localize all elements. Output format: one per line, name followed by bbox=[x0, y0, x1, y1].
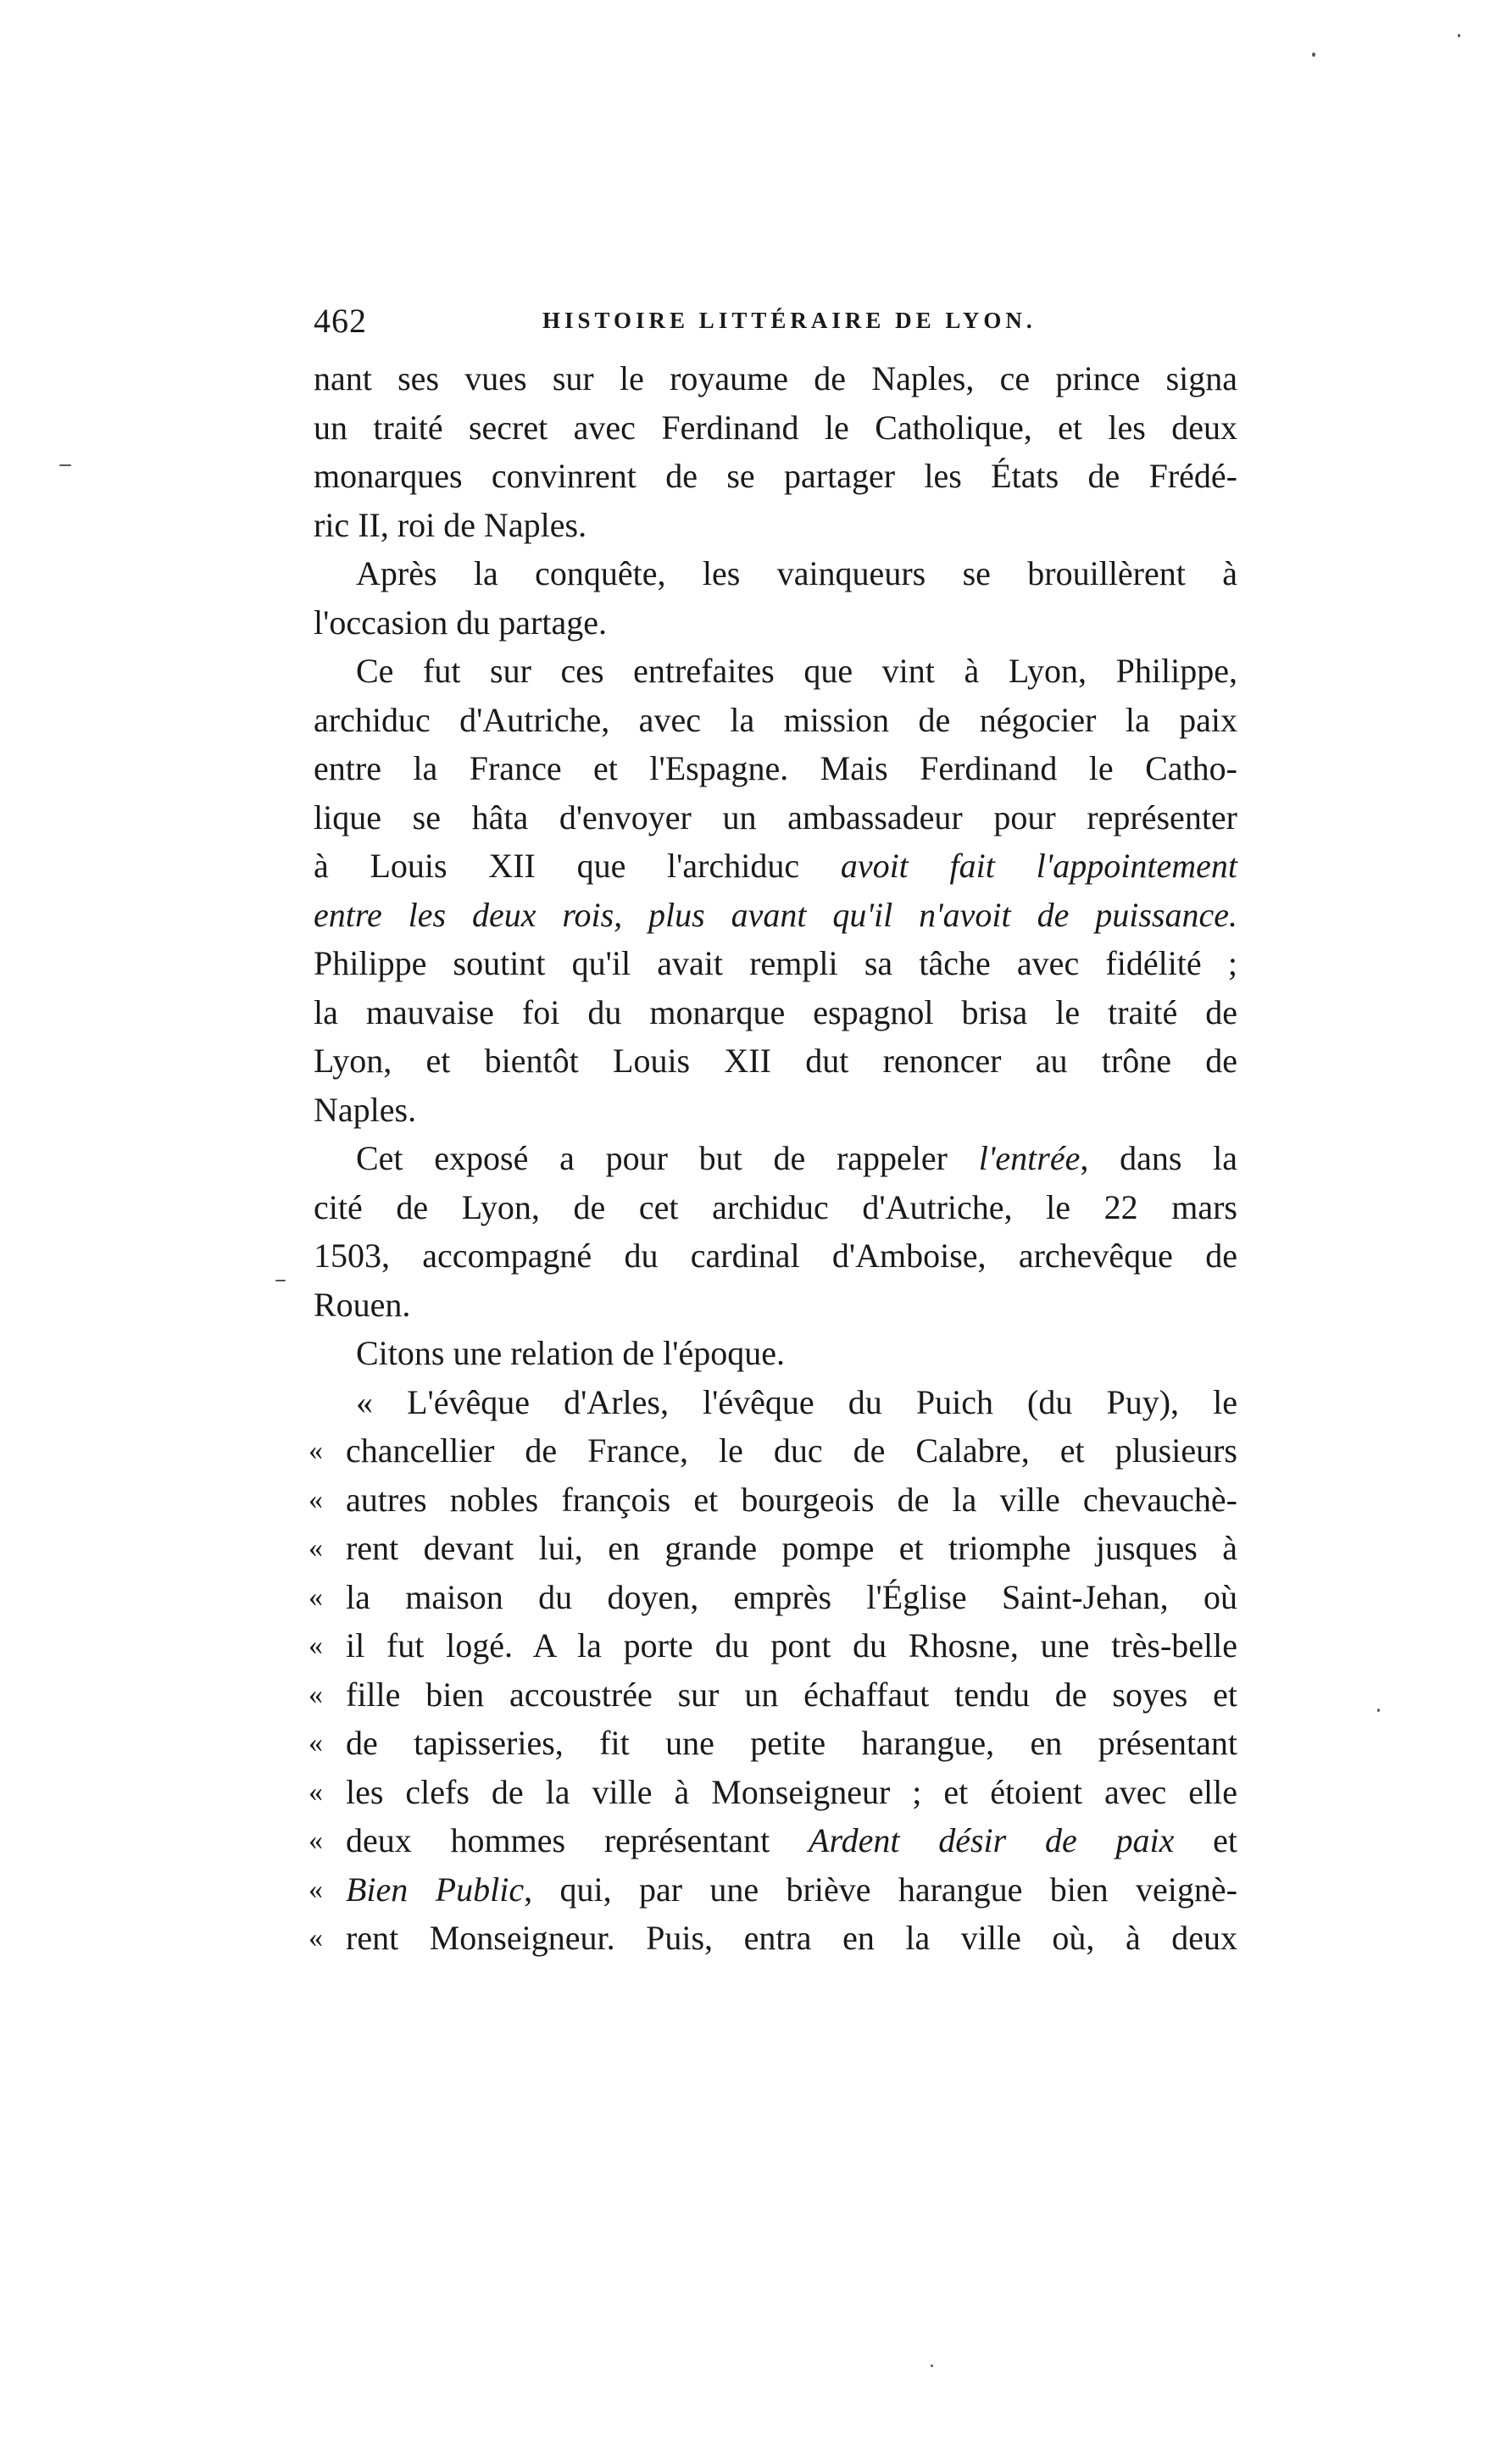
italic-phrase: Bien Public bbox=[346, 1870, 525, 1909]
quote-mark: « bbox=[309, 1776, 323, 1808]
quote-line: « autres nobles françois et bourgeois de la ville chevauchè- bbox=[314, 1476, 1237, 1525]
text-line: un traité secret avec Ferdinand le Catholique, et les deux bbox=[314, 408, 1237, 447]
quote-line: « chancellier de France, le duc de Calabre, et plusieurs bbox=[314, 1426, 1237, 1476]
running-title: HISTOIRE LITTÉRAIRE DE LYON. bbox=[542, 308, 1037, 333]
quote-mark: « bbox=[309, 1873, 323, 1905]
quote-line: « de tapisseries, fit une petite harangue, en présentant bbox=[314, 1719, 1237, 1768]
quote-mark: « bbox=[309, 1678, 323, 1710]
scan-speck bbox=[1377, 1709, 1380, 1712]
scan-speck bbox=[59, 464, 71, 466]
italic-quote: entre les deux rois, plus avant qu'il n'avoit de puissance. bbox=[314, 895, 1237, 934]
quote-line: « fille bien accoustrée sur un échaffaut tendu de soyes et bbox=[314, 1670, 1237, 1720]
page-number: 462 bbox=[314, 302, 367, 340]
text-line: Lyon, et bientôt Louis XII dut renoncer au trône de bbox=[314, 1042, 1237, 1080]
quote-line: « les clefs de la ville à Monseigneur ; et étoient avec elle bbox=[314, 1768, 1237, 1817]
page-header bbox=[314, 301, 1237, 342]
quote-mark: « bbox=[309, 1483, 323, 1515]
text-line: entre la France et l'Espagne. Mais Ferdinand le Catho- bbox=[314, 749, 1237, 787]
quote-mark: « bbox=[309, 1922, 323, 1953]
text-line: archiduc d'Autriche, avec la mission de négocier la paix bbox=[314, 700, 1237, 739]
text-line: Citons une relation de l'époque. bbox=[356, 1334, 785, 1372]
text-line: Cet exposé a pour but de rappeler l'entrée, dans la bbox=[356, 1139, 1238, 1177]
quote-line: « il fut logé. A la porte du pont du Rhosne, une très-belle bbox=[314, 1621, 1237, 1670]
quote-mark: « bbox=[309, 1727, 323, 1759]
text-line: l'occasion du partage. bbox=[314, 603, 607, 642]
quote-mark: « bbox=[309, 1532, 323, 1564]
quote-line: « rent devant lui, en grande pompe et triomphe jusques à bbox=[314, 1524, 1237, 1573]
italic-quote: avoit fait l'appointement bbox=[840, 847, 1237, 885]
text-line: Philippe soutint qu'il avait rempli sa tâche avec fidélité ; bbox=[314, 944, 1237, 982]
text-line: monarques convinrent de se partager les États de Frédé- bbox=[314, 457, 1237, 495]
quote-mark: « bbox=[309, 1825, 323, 1856]
quote-line: « la maison du doyen, emprès l'Église Saint-Jehan, où bbox=[314, 1573, 1237, 1622]
scan-speck bbox=[1458, 34, 1460, 37]
quote-mark: « bbox=[309, 1630, 323, 1661]
quote-line: « rent Monseigneur. Puis, entra en la ville où, à deux bbox=[314, 1914, 1237, 1963]
italic-phrase: Ardent désir de paix bbox=[809, 1821, 1175, 1859]
quote-mark: « bbox=[309, 1435, 323, 1466]
text-line: Ce fut sur ces entrefaites que vint à Lyon, Philippe, bbox=[356, 652, 1237, 690]
text-line: à Louis XII que l'archiduc avoit fait l'appointement bbox=[314, 847, 1237, 885]
text-line: Naples. bbox=[314, 1090, 417, 1129]
text-line: Rouen. bbox=[314, 1285, 411, 1324]
text-line: la mauvaise foi du monarque espagnol brisa le traité de bbox=[314, 992, 1237, 1031]
text-line: Après la conquête, les vainqueurs se brouillèrent à bbox=[356, 554, 1237, 592]
quote-line: « deux hommes représentant Ardent désir de paix et bbox=[314, 1816, 1237, 1865]
quote-line: « L'évêque d'Arles, l'évêque du Puich (du Puy), le bbox=[356, 1382, 1237, 1421]
quote-line: « Bien Public, qui, par une briève harangue bien veignè- bbox=[314, 1865, 1237, 1915]
text-line: nant ses vues sur le royaume de Naples, ce prince signa bbox=[314, 359, 1237, 397]
scan-speck bbox=[1312, 53, 1315, 57]
quote-mark: « bbox=[309, 1581, 323, 1613]
text-line: ric II, roi de Naples. bbox=[314, 505, 587, 544]
scan-speck bbox=[275, 1280, 286, 1281]
italic-word: l'entrée bbox=[978, 1139, 1081, 1177]
text-line: 1503, accompagné du cardinal d'Amboise, archevêque de bbox=[314, 1237, 1237, 1275]
text-line bbox=[314, 891, 1237, 940]
text-line: lique se hâta d'envoyer un ambassadeur pour représenter bbox=[314, 798, 1237, 836]
body-text bbox=[309, 354, 1238, 1963]
text-line: cité de Lyon, de cet archiduc d'Autriche, le 22 mars bbox=[314, 1187, 1237, 1226]
scan-speck bbox=[931, 2365, 933, 2367]
